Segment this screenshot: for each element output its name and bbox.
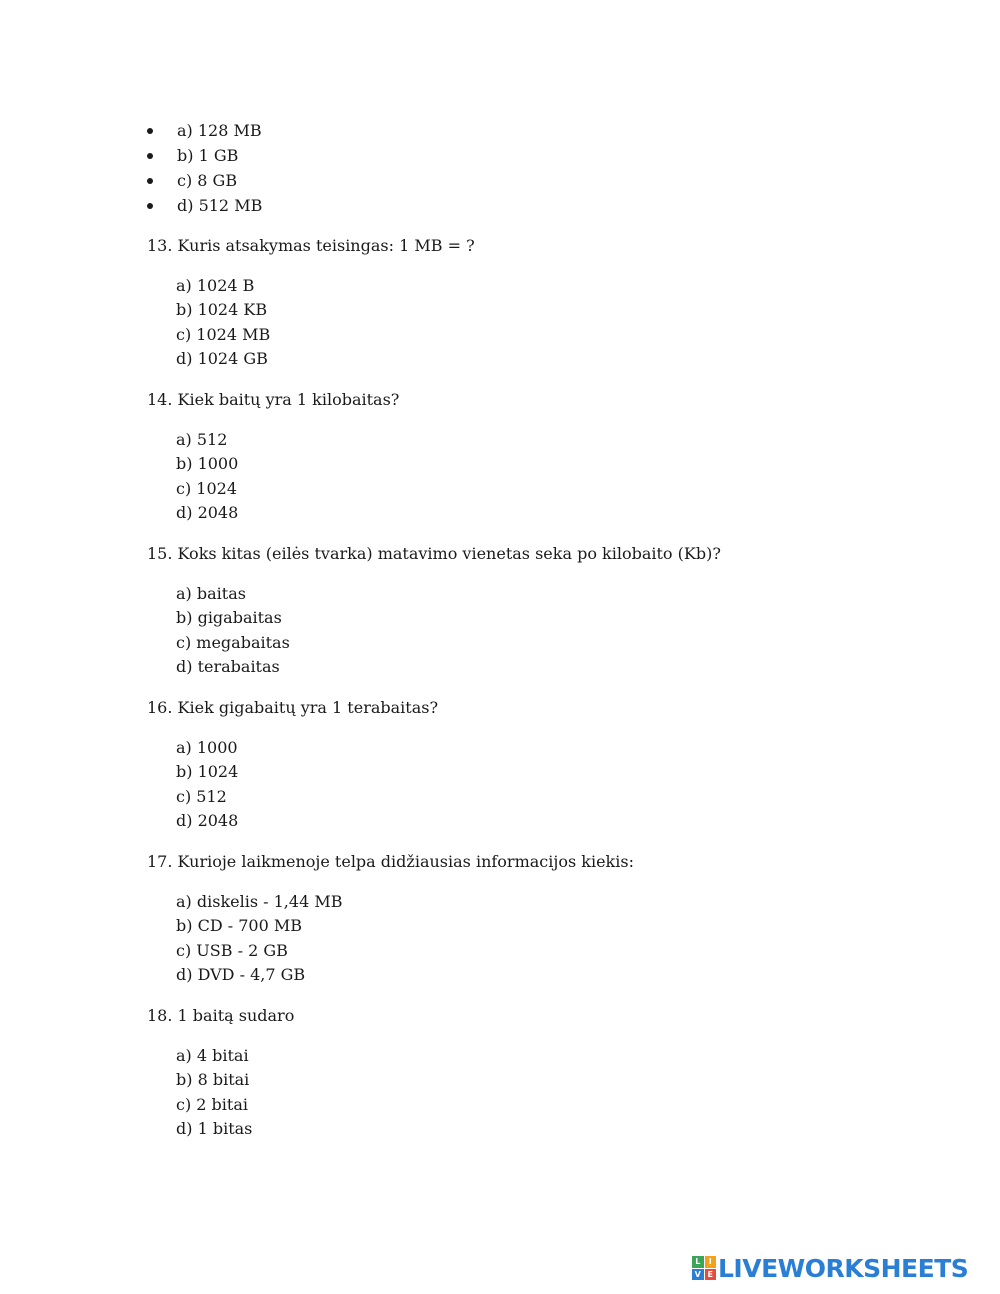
bullet-icon xyxy=(147,178,153,184)
options-16 xyxy=(176,737,238,834)
answer-option: d) 2048 xyxy=(176,502,239,522)
answer-option: b) 1000 xyxy=(176,454,239,474)
question-16: 16. Kiek gigabaitų yra 1 terabaitas? xyxy=(147,698,439,717)
answer-option: b) 1 GB xyxy=(147,143,262,168)
answer-option: d) 2048 xyxy=(176,810,239,830)
answer-list-12 xyxy=(147,118,262,218)
liveworksheets-logo xyxy=(692,1253,968,1283)
options-15 xyxy=(176,583,290,680)
answer-option: b) gigabaitas xyxy=(176,608,282,628)
question-18: 18. 1 baitą sudaro xyxy=(147,1006,295,1025)
answer-option: c) megabaitas xyxy=(176,632,290,652)
answer-option: c) 2 bitai xyxy=(176,1094,248,1114)
answer-option: a) 128 MB xyxy=(147,118,262,143)
live-blocks-icon: L I V E xyxy=(692,1256,716,1280)
bullet-icon xyxy=(147,203,153,209)
answer-option: d) 1 bitas xyxy=(176,1118,253,1138)
answer-option: b) 1024 xyxy=(176,762,239,782)
options-13 xyxy=(176,275,270,372)
answer-option: c) 1024 xyxy=(176,478,238,498)
answer-option: a) 1000 xyxy=(176,738,238,757)
answer-option: c) 512 xyxy=(176,786,227,806)
bullet-icon xyxy=(147,153,153,159)
answer-option: d) 1024 GB xyxy=(176,348,268,368)
logo-wordmark: LIVEWORKSHEETS xyxy=(718,1253,969,1283)
question-17: 17. Kurioje laikmenoje telpa didžiausias informacijos kiekis: xyxy=(147,852,634,871)
question-14: 14. Kiek baitų yra 1 kilobaitas? xyxy=(147,390,400,409)
answer-option: c) 8 GB xyxy=(147,168,262,193)
answer-option: d) terabaitas xyxy=(176,656,280,676)
answer-option: d) DVD - 4,7 GB xyxy=(176,964,306,984)
question-15: 15. Koks kitas (eilės tvarka) matavimo vienetas seka po kilobaito (Kb)? xyxy=(147,544,721,563)
answer-option: a) 4 bitai xyxy=(176,1046,249,1065)
question-13: 13. Kuris atsakymas teisingas: 1 MB = ? xyxy=(147,236,475,255)
answer-option: c) USB - 2 GB xyxy=(176,940,288,960)
answer-option: c) 1024 MB xyxy=(176,324,271,344)
options-14 xyxy=(176,429,238,526)
answer-option: a) 1024 B xyxy=(176,276,255,295)
answer-option: a) diskelis - 1,44 MB xyxy=(176,892,343,911)
answer-option: a) baitas xyxy=(176,584,246,603)
answer-option: d) 512 MB xyxy=(147,193,262,218)
answer-option: b) CD - 700 MB xyxy=(176,916,302,936)
answer-option: a) 512 xyxy=(176,430,228,449)
options-18 xyxy=(176,1045,252,1142)
answer-option: b) 8 bitai xyxy=(176,1070,250,1090)
bullet-icon xyxy=(147,128,153,134)
options-17 xyxy=(176,891,342,988)
answer-option: b) 1024 KB xyxy=(176,300,268,320)
